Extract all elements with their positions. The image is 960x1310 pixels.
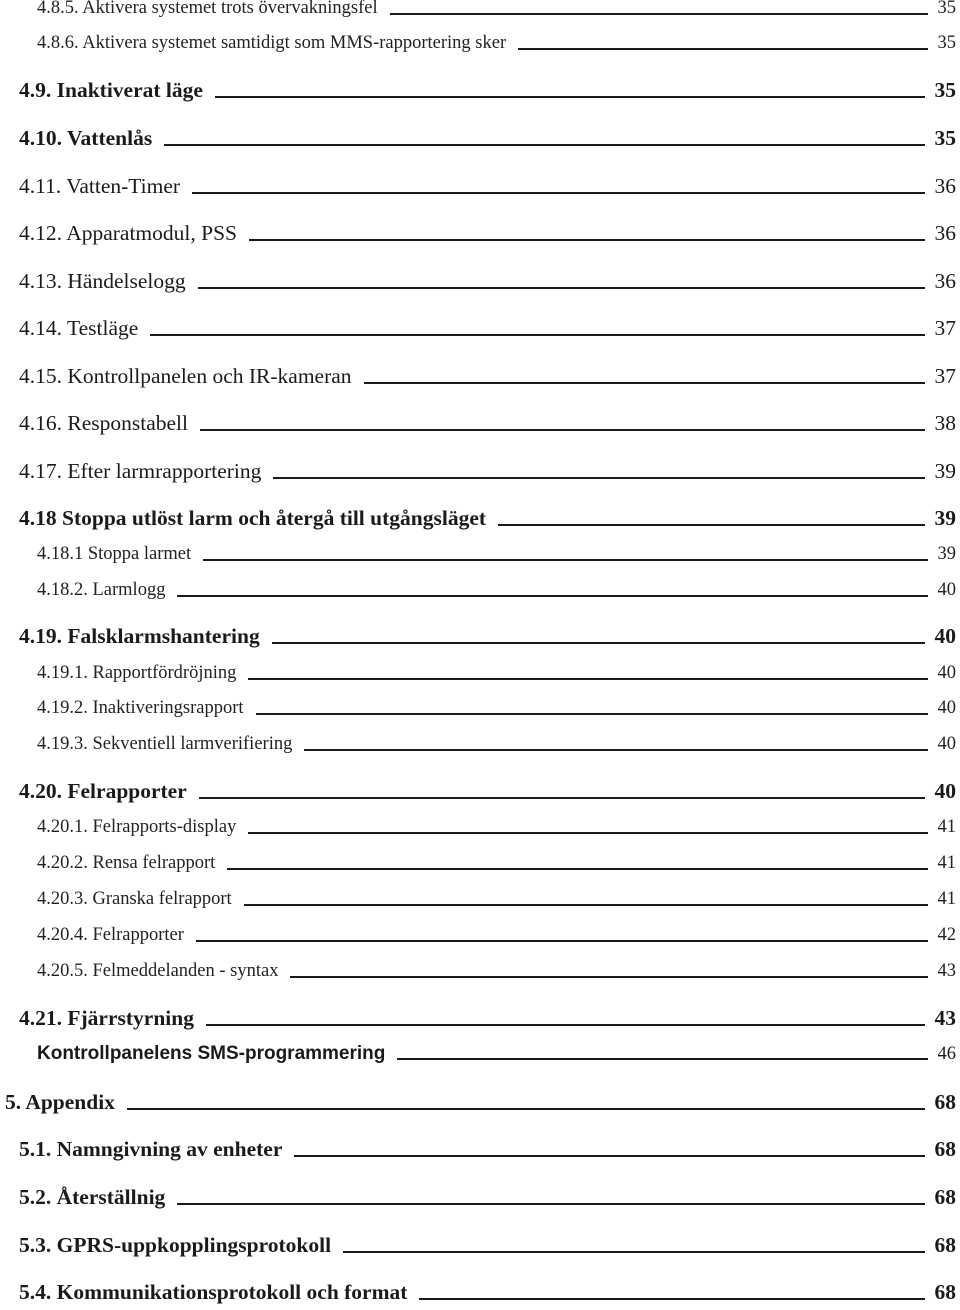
toc-entry-page: 43 xyxy=(934,1006,956,1030)
toc-leader-line xyxy=(203,559,927,561)
toc-entry-page: 68 xyxy=(934,1090,956,1114)
toc-leader-line xyxy=(518,48,927,50)
toc-entry-title: 4.14. Testläge xyxy=(19,316,139,340)
toc-leader-line xyxy=(244,904,928,906)
toc-entry-page: 36 xyxy=(934,174,956,198)
toc-entry-page: 38 xyxy=(934,411,956,435)
toc-entry[interactable] xyxy=(0,1185,960,1210)
toc-entry[interactable] xyxy=(0,817,960,838)
toc-entry-page: 41 xyxy=(937,817,956,837)
toc-entry[interactable] xyxy=(0,78,960,103)
toc-leader-line xyxy=(419,1298,924,1300)
toc-entry[interactable] xyxy=(0,33,960,54)
toc-entry[interactable] xyxy=(0,698,960,719)
toc-entry-page: 35 xyxy=(937,33,956,53)
toc-entry[interactable] xyxy=(0,364,960,389)
toc-entry-page: 35 xyxy=(934,78,956,102)
toc-entry-title: 4.13. Händelselogg xyxy=(19,269,186,293)
toc-leader-line xyxy=(248,832,927,834)
toc-entry[interactable] xyxy=(0,316,960,341)
toc-entry[interactable] xyxy=(0,1090,960,1115)
toc-entry[interactable] xyxy=(0,1233,960,1258)
toc-entry-page: 36 xyxy=(934,269,956,293)
toc-entry[interactable] xyxy=(0,221,960,246)
toc-entry[interactable] xyxy=(0,544,960,565)
toc-entry-page: 36 xyxy=(934,221,956,245)
toc-leader-line xyxy=(192,192,924,194)
toc-entry[interactable] xyxy=(0,961,960,982)
toc-entry-title: 4.20.5. Felmeddelanden - syntax xyxy=(37,961,279,981)
toc-entry[interactable] xyxy=(0,269,960,294)
toc-entry[interactable] xyxy=(0,1137,960,1162)
toc-leader-line xyxy=(498,524,924,526)
toc-leader-line xyxy=(177,595,927,597)
toc-entry-page: 40 xyxy=(934,779,956,803)
toc-leader-line xyxy=(127,1108,925,1110)
toc-entry-title: 4.18.2. Larmlogg xyxy=(37,580,166,600)
toc-entry-title: 4.20.1. Felrapports-display xyxy=(37,817,237,837)
toc-entry[interactable] xyxy=(0,0,960,19)
toc-leader-line xyxy=(304,749,927,751)
toc-entry[interactable] xyxy=(0,459,960,484)
toc-entry[interactable] xyxy=(0,624,960,649)
toc-entry[interactable] xyxy=(0,853,960,874)
toc-entry-page: 40 xyxy=(937,734,956,754)
toc-entry-page: 39 xyxy=(937,544,956,564)
toc-leader-line xyxy=(248,678,927,680)
toc-entry[interactable] xyxy=(0,1006,960,1031)
toc-entry-page: 43 xyxy=(937,961,956,981)
toc-entry-page: 68 xyxy=(934,1185,956,1209)
toc-entry-page: 39 xyxy=(934,459,956,483)
toc-entry-page: 35 xyxy=(937,0,956,18)
toc-leader-line xyxy=(256,713,928,715)
toc-entry-title: 4.20. Felrapporter xyxy=(19,779,187,803)
toc-entry[interactable] xyxy=(0,925,960,946)
toc-entry[interactable] xyxy=(0,889,960,910)
toc-entry[interactable] xyxy=(0,506,960,531)
toc-entry[interactable] xyxy=(0,663,960,684)
toc-entry-title: 4.9. Inaktiverat läge xyxy=(19,78,203,102)
toc-leader-line xyxy=(364,382,925,384)
toc-entry-page: 39 xyxy=(934,506,956,530)
toc-leader-line xyxy=(273,477,924,479)
toc-leader-line xyxy=(397,1058,927,1060)
toc-entry-page: 37 xyxy=(934,316,956,340)
toc-entry-title: 4.20.2. Rensa felrapport xyxy=(37,853,216,873)
toc-entry-title: 4.18.1 Stoppa larmet xyxy=(37,544,192,564)
toc-entry-page: 40 xyxy=(934,624,956,648)
toc-entry-page: 40 xyxy=(937,698,956,718)
toc-entry-title: 4.18 Stoppa utlöst larm och återgå till utgångsläget xyxy=(19,506,487,530)
toc-entry-page: 42 xyxy=(937,925,956,945)
toc-entry-page: 41 xyxy=(937,853,956,873)
toc-entry-title: Kontrollpanelens SMS-programmering xyxy=(37,1043,386,1064)
toc-entry[interactable] xyxy=(0,411,960,436)
toc-entry-page: 37 xyxy=(934,364,956,388)
toc-entry[interactable] xyxy=(0,580,960,601)
toc-entry-page: 46 xyxy=(937,1044,956,1064)
toc-entry-title: 4.19.1. Rapportfördröjning xyxy=(37,663,237,683)
toc-leader-line xyxy=(150,334,924,336)
toc-entry-page: 68 xyxy=(934,1280,956,1304)
toc-entry-page: 68 xyxy=(934,1233,956,1257)
toc-leader-line xyxy=(215,96,925,98)
toc-entry-title: 4.11. Vatten-Timer xyxy=(19,174,181,198)
toc-entry[interactable] xyxy=(0,174,960,199)
toc-entry-title: 5.1. Namngivning av enheter xyxy=(19,1137,283,1161)
toc-entry-title: 4.19.3. Sekventiell larmverifiering xyxy=(37,734,293,754)
toc-entry-page: 68 xyxy=(934,1137,956,1161)
toc-entry-title: 4.19.2. Inaktiveringsrapport xyxy=(37,698,244,718)
toc-entry-title: 5.2. Återställnig xyxy=(19,1185,166,1209)
toc-leader-line xyxy=(290,976,927,978)
toc-entry-title: 5. Appendix xyxy=(5,1090,115,1114)
toc-entry[interactable] xyxy=(0,1043,960,1065)
toc-leader-line xyxy=(272,642,925,644)
toc-entry-title: 4.8.5. Aktivera systemet trots övervakningsfel xyxy=(37,0,378,18)
toc-leader-line xyxy=(249,239,924,241)
toc-leader-line xyxy=(343,1251,924,1253)
toc-entry-title: 4.19. Falsklarmshantering xyxy=(19,624,260,648)
toc-entry-title: 4.21. Fjärrstyrning xyxy=(19,1006,194,1030)
toc-leader-line xyxy=(294,1155,924,1157)
toc-leader-line xyxy=(177,1203,924,1205)
toc-entry[interactable] xyxy=(0,734,960,755)
toc-entry-page: 35 xyxy=(934,126,956,150)
toc-entry-title: 4.20.4. Felrapporter xyxy=(37,925,184,945)
toc-entry-title: 4.12. Apparatmodul, PSS xyxy=(19,221,238,245)
toc-entry-title: 5.4. Kommunikationsprotokoll och format xyxy=(19,1280,408,1304)
toc-leader-line xyxy=(390,13,928,15)
toc-entry-title: 4.17. Efter larmrapportering xyxy=(19,459,262,483)
toc-leader-line xyxy=(200,429,925,431)
toc-leader-line xyxy=(196,940,928,942)
toc-entry-title: 4.16. Responstabell xyxy=(19,411,188,435)
toc-leader-line xyxy=(199,797,925,799)
toc-entry-title: 4.20.3. Granska felrapport xyxy=(37,889,232,909)
toc-entry-title: 4.8.6. Aktivera systemet samtidigt som MMS-rapportering sker xyxy=(37,33,507,53)
toc-leader-line xyxy=(227,868,927,870)
toc-entry-page: 40 xyxy=(937,663,956,683)
toc-entry-title: 4.15. Kontrollpanelen och IR-kameran xyxy=(19,364,352,388)
toc-entry-page: 41 xyxy=(937,889,956,909)
toc-leader-line xyxy=(164,144,924,146)
toc-entry-page: 40 xyxy=(937,580,956,600)
toc-entry[interactable] xyxy=(0,1280,960,1305)
toc-leader-line xyxy=(198,287,925,289)
toc-leader-line xyxy=(206,1024,925,1026)
toc-entry[interactable] xyxy=(0,779,960,804)
toc-entry-title: 5.3. GPRS-uppkopplingsprotokoll xyxy=(19,1233,332,1257)
toc-entry-title: 4.10. Vattenlås xyxy=(19,126,153,150)
toc-entry[interactable] xyxy=(0,126,960,151)
